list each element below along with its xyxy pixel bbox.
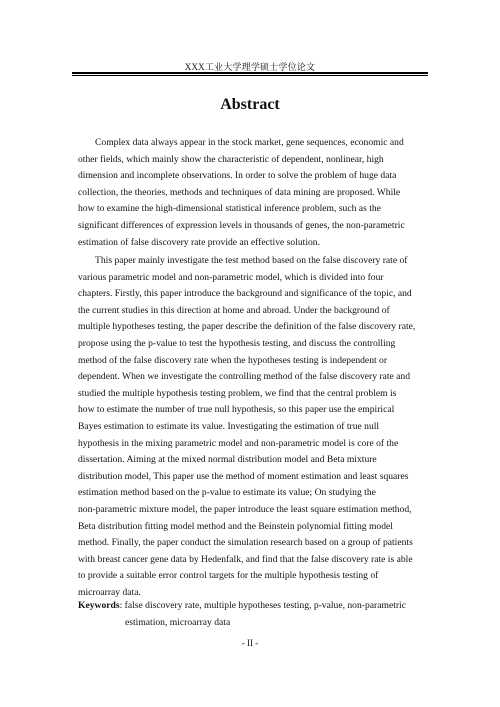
text-line: with breast cancer gene data by Hedenfalk, and find that the false discovery rate is able [78, 553, 413, 565]
text-line: microarray data. [78, 586, 141, 598]
text-line: other fields, which mainly show the characteristic of dependent, nonlinear, high [78, 153, 384, 165]
text-line: to provide a suitable error control targets for the multiple hypothesis testing of [78, 570, 379, 582]
text-line: non-parametric mixture model, the paper introduce the least square estimation method, [78, 503, 412, 515]
abstract-title: Abstract [220, 96, 280, 113]
header-rule-thin [72, 75, 428, 76]
page-number: - II - [241, 638, 259, 648]
text-line: estimation method based on the p-value to estimate its value; On studying the [78, 487, 376, 499]
text-line: This paper mainly investigate the test method based on the false discovery rate of [95, 255, 408, 266]
text-line: dimension and incomplete observations. In order to solve the problem of huge data [78, 170, 397, 182]
text-line: distribution model, This paper use the method of moment estimation and least squares [78, 470, 409, 482]
text-line: Beta distribution fitting model method and the Beinstein polynomial fitting model [78, 520, 393, 532]
text-line: propose using the p-value to test the hypothesis testing, and discuss the controlling [78, 337, 396, 349]
abstract-paragraph-1 [78, 135, 430, 251]
keywords-label: Keywords [78, 600, 120, 611]
keywords-line-1: false discovery rate, multiple hypotheses testing, p-value, non-parametric [124, 600, 406, 611]
text-line: method of the false discovery rate when the hypotheses testing is independent or [78, 354, 388, 366]
text-line: multiple hypotheses testing, the paper describe the definition of the false discovery rate, [78, 321, 416, 333]
text-line: chapters. Firstly, this paper introduce the background and significance of the topic, and [78, 288, 412, 300]
text-line: dissertation. Aiming at the mixed normal distribution model and Beta mixture [78, 454, 377, 466]
text-line: various parametric model and non-parametric model, which is divided into four [78, 271, 384, 283]
text-line: Bayes estimation to estimate its value. Investigating the estimation of true null [78, 420, 380, 432]
text-line: dependent. When we investigate the controlling method of the false discovery rate and [78, 371, 411, 383]
header-rule-thick [72, 72, 428, 74]
text-line: Complex data always appear in the stock market, gene sequences, economic and [95, 137, 404, 148]
text-line: method. Finally, the paper conduct the simulation research based on a group of patients [78, 537, 413, 549]
keywords-block: Keywords: false discovery rate, multiple hypotheses testing, p-value, non-parametric estimation, microarray data [78, 598, 458, 631]
text-line: hypothesis in the mixing parametric model and non-parametric model is core of the [78, 437, 399, 449]
text-line: how to examine the high-dimensional statistical inference problem, such as the [78, 203, 381, 215]
text-line: collection, the theories, methods and techniques of data mining are proposed. While [78, 186, 401, 198]
abstract-paragraph-2 [78, 253, 430, 601]
page-header: XXX工业大学理学硕士学位论文 [184, 62, 316, 72]
text-line: the current studies in this direction at home and abroad. Under the background of [78, 304, 390, 316]
text-line: estimation of false discovery rate provide an effective solution. [78, 236, 320, 248]
text-line: studied the multiple hypothesis testing problem, we find that the central problem is [78, 387, 397, 399]
text-line: how to estimate the number of true null hypothesis, so this paper use the empirical [78, 404, 395, 416]
keywords-line-2: estimation, microarray data [125, 616, 231, 628]
text-line: significant differences of expression levels in thousands of genes, the non-parametric [78, 219, 405, 231]
